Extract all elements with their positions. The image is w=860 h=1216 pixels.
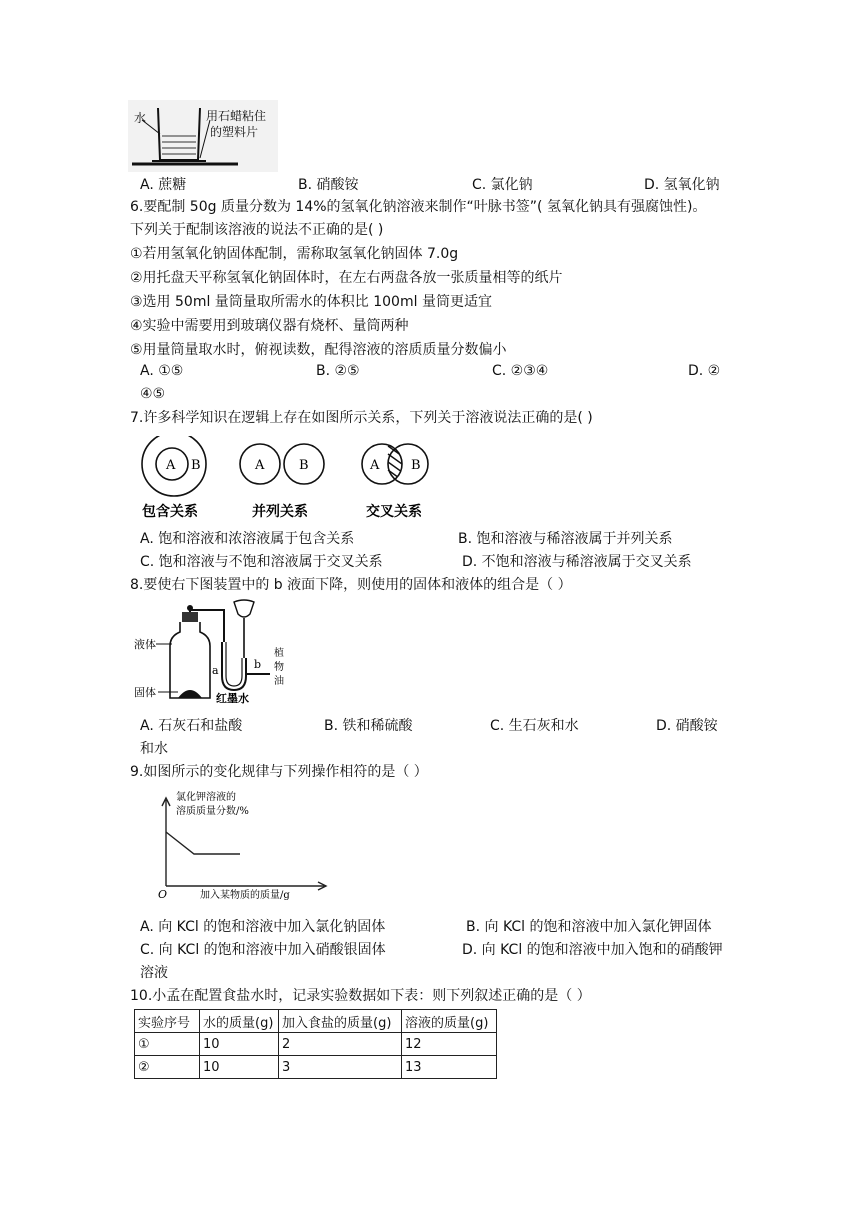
q6-item-4: ④实验中需要用到玻璃仪器有烧杯、量筒两种 — [130, 318, 409, 334]
q5-option-c: C. 氯化钠 — [472, 177, 533, 193]
table-cell: 12 — [402, 1033, 497, 1056]
q9-option-c: C. 向 KCl 的饱和溶液中加入硝酸银固体 — [140, 942, 386, 958]
table-header-cell: 加入食盐的质量(g) — [279, 1010, 402, 1033]
q9-option-a: A. 向 KCl 的饱和溶液中加入氯化钠固体 — [140, 919, 386, 935]
table-header-row — [135, 1010, 497, 1033]
relations-figure — [134, 436, 434, 522]
table-cell: 13 — [402, 1056, 497, 1079]
apparatus-liquid-label: 液体 — [134, 638, 156, 651]
q9-option-d-cont: 溶液 — [140, 965, 168, 981]
q8-option-a: A. 石灰石和盐酸 — [140, 718, 243, 734]
table-cell: 2 — [279, 1033, 402, 1056]
beaker-water-label: 水 — [134, 111, 147, 125]
concentration-graph — [156, 786, 336, 906]
q8-option-c: C. 生石灰和水 — [490, 718, 579, 734]
parallel-label-b: B — [299, 458, 309, 473]
caption-parallel: 并列关系 — [252, 504, 308, 520]
table-row — [135, 1056, 497, 1079]
q7-option-c: C. 饱和溶液与不饱和溶液属于交叉关系 — [140, 554, 383, 570]
q7-option-d: D. 不饱和溶液与稀溶液属于交叉关系 — [462, 554, 692, 570]
q6-item-1: ①若用氢氧化钠固体配制，需称取氢氧化钠固体 7.0g — [130, 246, 459, 262]
q6-stem-2: 下列关于配制该溶液的说法不正确的是( ) — [130, 222, 384, 238]
q9-option-d: D. 向 KCl 的饱和溶液中加入饱和的硝酸钾 — [462, 942, 723, 958]
apparatus-ink-label: 红墨水 — [216, 692, 249, 705]
q10-stem: 10.小孟在配置食盐水时，记录实验数据如下表：则下列叙述正确的是（ ） — [130, 988, 591, 1004]
caption-intersect: 交叉关系 — [366, 504, 422, 520]
q6-option-d-cont: ④⑤ — [140, 386, 166, 402]
parallel-label-a: A — [255, 458, 265, 473]
salt-data-table — [134, 1009, 497, 1079]
apparatus-figure — [134, 598, 294, 706]
graph-y-label-2: 溶质质量分数/% — [176, 806, 249, 817]
table-row — [135, 1033, 497, 1056]
q7-stem: 7.许多科学知识在逻辑上存在如图所示关系，下列关于溶液说法正确的是( ) — [130, 410, 593, 426]
q5-option-b: B. 硝酸铵 — [298, 177, 359, 193]
graph-x-label: 加入某物质的质量/g — [200, 890, 290, 901]
beaker-note-2: 的塑料片 — [210, 125, 259, 139]
intersect-circle-a — [362, 444, 402, 484]
q5-option-d: D. 氢氧化钠 — [644, 177, 720, 193]
q6-item-2: ②用托盘天平称氢氧化钠固体时，在左右两盘各放一张质量相等的纸片 — [130, 270, 563, 286]
table-cell: 3 — [279, 1056, 402, 1079]
apparatus-solid-label: 固体 — [134, 686, 156, 699]
q6-item-5: ⑤用量筒量取水时，俯视读数，配得溶液的溶质质量分数偏小 — [130, 342, 507, 358]
beaker-note-1: 用石蜡粘住 — [206, 109, 267, 123]
intersect-label-a: A — [370, 458, 380, 473]
q8-option-b: B. 铁和稀硫酸 — [324, 718, 413, 734]
q8-stem: 8.要使右下图装置中的 b 液面下降，则使用的固体和液体的组合是（ ） — [130, 577, 572, 593]
q6-item-3: ③选用 50ml 量筒量取所需水的体积比 100ml 量筒更适宜 — [130, 294, 492, 310]
q6-option-c: C. ②③④ — [492, 363, 549, 379]
q7-option-b: B. 饱和溶液与稀溶液属于并列关系 — [458, 531, 673, 547]
q6-stem-1: 6.要配制 50g 质量分数为 14%的氢氧化钠溶液来制作“叶脉书签”( 氢氧化钠具有强腐蚀性)。 — [130, 199, 707, 215]
apparatus-b-label: b — [254, 658, 262, 671]
table-cell: ① — [135, 1033, 200, 1056]
inclusion-label-b: B — [191, 458, 201, 473]
q8-option-d: D. 硝酸铵 — [656, 718, 718, 734]
graph-curve — [166, 832, 240, 854]
apparatus-oil-1: 植 — [274, 648, 284, 659]
table-header-cell: 实验序号 — [135, 1010, 200, 1033]
q8-option-d-cont: 和水 — [140, 741, 168, 757]
q6-option-b: B. ②⑤ — [316, 363, 360, 379]
table-cell: 10 — [200, 1033, 279, 1056]
q6-option-a: A. ①⑤ — [140, 363, 184, 379]
q9-option-b: B. 向 KCl 的饱和溶液中加入氯化钾固体 — [466, 919, 712, 935]
apparatus-oil-3: 油 — [274, 676, 284, 687]
intersect-label-b: B — [411, 458, 421, 473]
table-cell: 10 — [200, 1056, 279, 1079]
q7-option-a: A. 饱和溶液和浓溶液属于包含关系 — [140, 531, 355, 547]
q5-option-a: A. 蔗糖 — [140, 177, 187, 193]
inclusion-label-a: A — [166, 458, 176, 473]
beaker-figure — [128, 100, 278, 172]
table-header-cell: 溶液的质量(g) — [402, 1010, 497, 1033]
apparatus-a-label: a — [212, 664, 219, 677]
caption-inclusion: 包含关系 — [142, 504, 198, 520]
q6-option-d: D. ② — [688, 363, 721, 379]
table-header-cell: 水的质量(g) — [200, 1010, 279, 1033]
graph-y-label-1: 氯化钾溶液的 — [176, 792, 236, 803]
q9-stem: 9.如图所示的变化规律与下列操作相符的是（ ） — [130, 764, 428, 780]
graph-origin: O — [158, 888, 168, 901]
apparatus-oil-2: 物 — [274, 662, 284, 673]
table-cell: ② — [135, 1056, 200, 1079]
